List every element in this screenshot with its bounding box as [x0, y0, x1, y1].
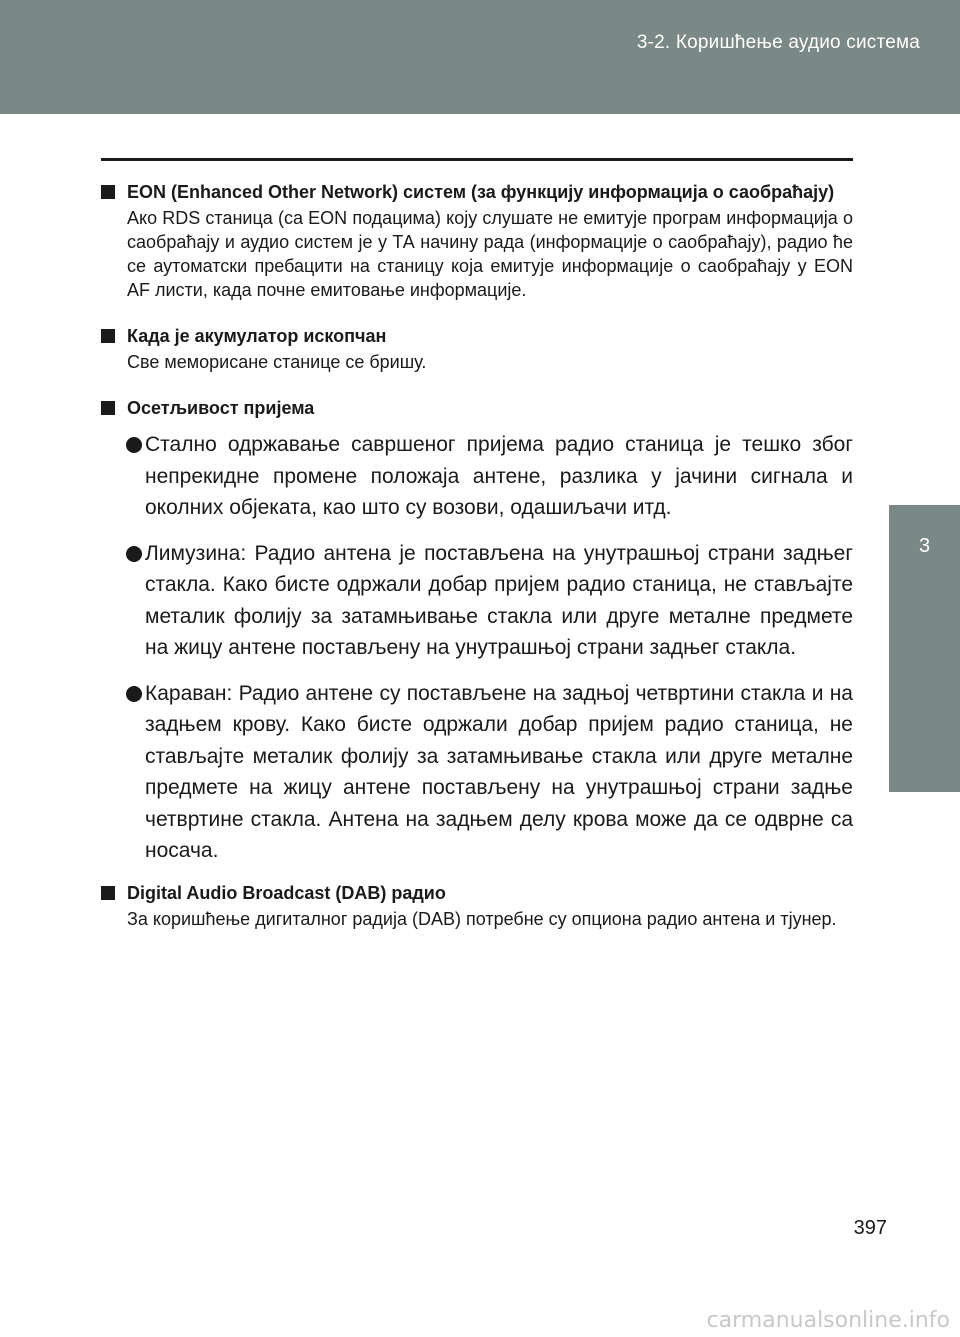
chapter-tab-label-bg — [889, 602, 960, 792]
chapter-title: 3-2. Коришћење аудио система — [636, 32, 920, 53]
square-bullet-icon — [101, 401, 115, 415]
section-eon — [101, 180, 853, 302]
section-heading: Осетљивост пријема — [101, 396, 853, 420]
square-bullet-icon — [101, 886, 115, 900]
section-reception — [101, 396, 853, 867]
round-bullet-icon — [126, 546, 142, 562]
page-header — [0, 0, 960, 114]
top-rule — [101, 158, 853, 161]
section-dab — [101, 881, 853, 931]
section-body: Ако RDS станица (са EON подацима) коју слушате не емитује програм информација о саобраћају и аудио систем је у ТА начину рада (информације о саобраћају), радио ће се аутоматски пребацити на станицу која емитује информације о саобраћају у EON AF листи, када почне емитовање информације. — [127, 208, 853, 300]
list-item: Лимузина: Радио антена је постављена на унутрашњој страни задњег стакла. Како бисте одржали добар пријем радио станица, не стављајте металик фолију за затамњивање стакла или друге металне предмете на жицу антене постављену на унутрашњој страни задњег стакла. — [101, 538, 853, 664]
main-content — [101, 180, 853, 953]
watermark: carmanualsonline.info — [706, 1308, 950, 1333]
square-bullet-icon — [101, 329, 115, 343]
chapter-number: 3 — [918, 535, 931, 557]
section-heading: EON (Enhanced Other Network) систем (за функцију информација о саобраћају) — [101, 180, 853, 204]
list-item: Стално одржавање савршеног пријема радио станица је тешко због непрекидне промене положаја антене, разлика у јачини сигнала и околних објеката, као што су возови, одашиљачи итд. — [101, 429, 853, 524]
section-battery — [101, 324, 853, 374]
section-heading: Digital Audio Broadcast (DAB) радио — [101, 881, 853, 905]
page-number: 397 — [853, 1217, 887, 1239]
round-bullet-icon — [126, 437, 142, 453]
section-body: За коришћење дигиталног радија (DAB) потребне су опциона радио антена и тјунер. — [127, 908, 837, 929]
round-bullet-icon — [126, 686, 142, 702]
section-body: Све меморисане станице се бришу. — [127, 352, 427, 372]
section-heading: Када је акумулатор ископчан — [101, 324, 853, 348]
list-item: Караван: Радио антене су постављене на задњој четвртини стакла и на задњем крову. Како бисте одржали добар пријем радио станица, не стављајте металик фолију за затамњивање стакла или друге металне предмете на жицу антене постављену на унутрашњој страни задње четвртине стакла. Антена на задњем делу крова може да се одврне са носача. — [101, 678, 853, 867]
square-bullet-icon — [101, 185, 115, 199]
chapter-tab-label: Унутрашњи уређаји — [30, 616, 51, 792]
